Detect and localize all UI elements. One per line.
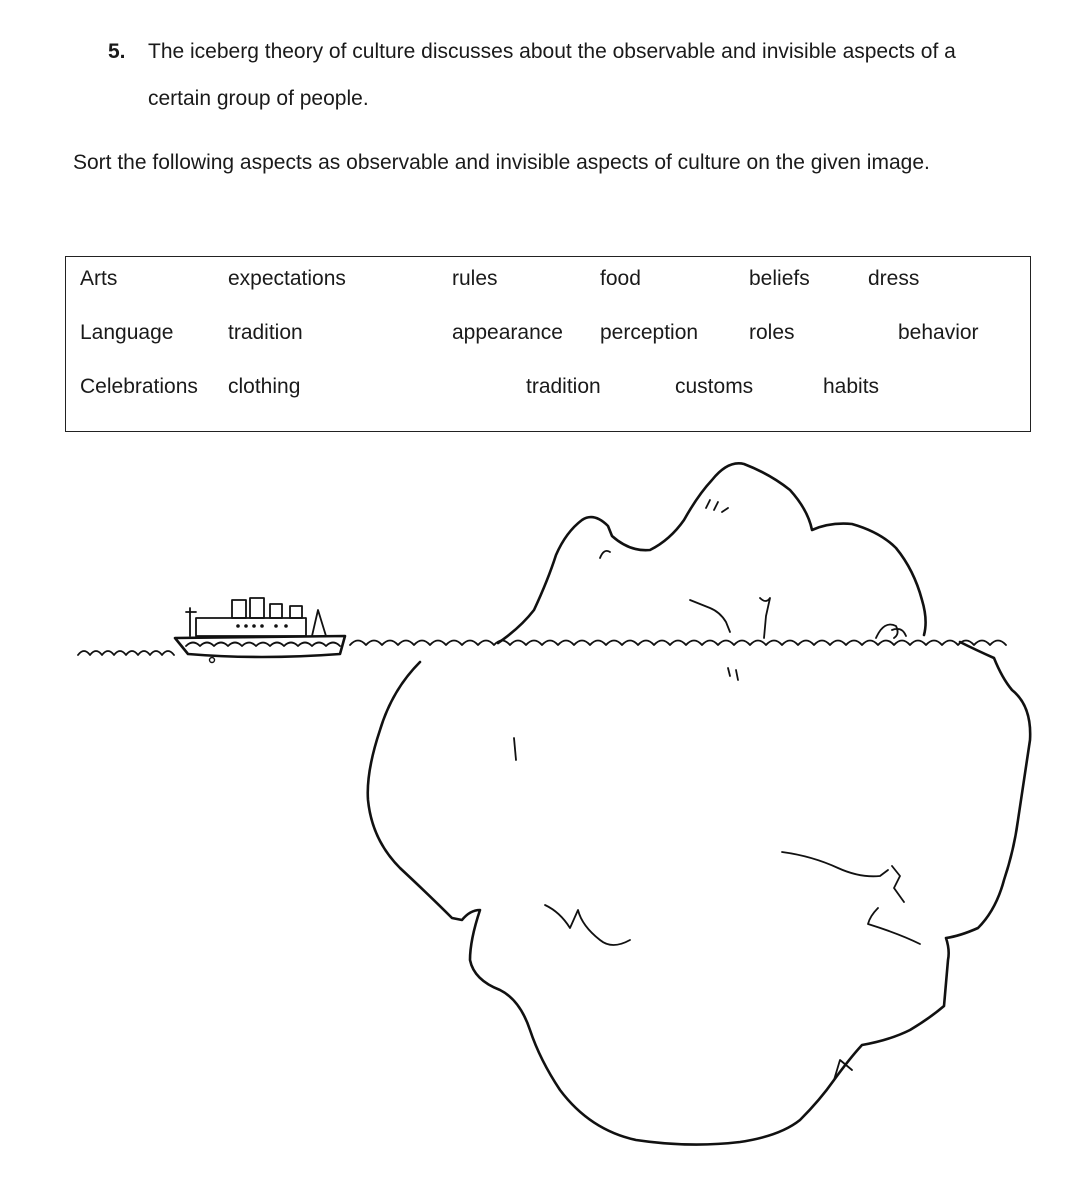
- word-rules: rules: [452, 267, 498, 290]
- word-behavior: behavior: [898, 321, 979, 344]
- word-clothing: clothing: [228, 375, 301, 398]
- iceberg-base-icon: [368, 642, 1030, 1145]
- word-roles: roles: [749, 321, 795, 344]
- iceberg-illustration: [0, 440, 1080, 1180]
- word-bank-box: [65, 256, 1031, 432]
- word-customs: customs: [675, 375, 754, 398]
- word-habits: habits: [823, 375, 880, 398]
- question-text-line-2: certain group of people.: [148, 87, 369, 110]
- word-beliefs: beliefs: [749, 267, 810, 290]
- ship-icon: [175, 598, 345, 663]
- word-language: Language: [80, 321, 174, 344]
- word-food: food: [600, 267, 641, 290]
- word-celebrations: Celebrations: [80, 375, 198, 398]
- word-expectations: expectations: [228, 267, 346, 290]
- word-dress: dress: [868, 267, 920, 290]
- iceberg-tip-icon: [498, 463, 926, 680]
- word-appearance: appearance: [452, 321, 563, 344]
- word-tradition: tradition: [228, 321, 303, 344]
- instruction-text: Sort the following aspects as observable and invisible aspects of culture on the given image.: [73, 151, 930, 174]
- word-perception: perception: [600, 321, 699, 344]
- question-text-line-1: The iceberg theory of culture discusses about the observable and invisible aspects of a: [148, 40, 956, 63]
- word-tradition-2: tradition: [526, 375, 601, 398]
- word-arts: Arts: [80, 267, 118, 290]
- question-number: 5.: [108, 40, 126, 63]
